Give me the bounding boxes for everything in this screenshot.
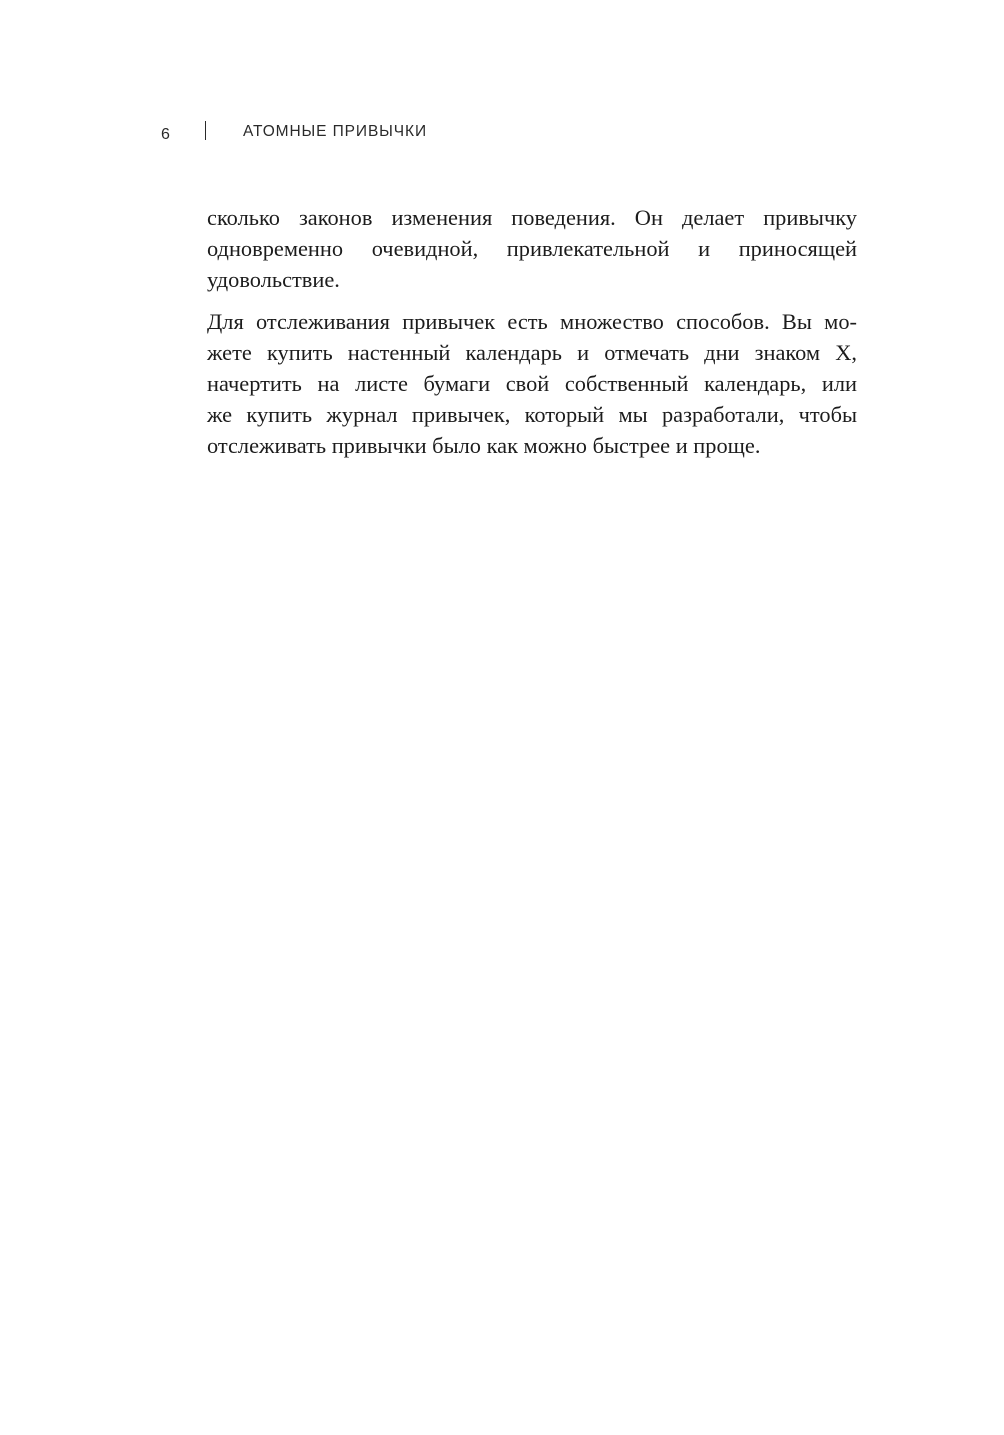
- running-title: АТОМНЫЕ ПРИВЫЧКИ: [243, 123, 428, 140]
- text-line: отслеживать привычки было как можно быстрее и проще.: [207, 433, 761, 458]
- text-line: Для отслеживания привычек есть множество способов. Вы мо-: [207, 309, 857, 334]
- text-line: начертить на листе бумаги свой собственный календарь, или: [207, 371, 857, 396]
- text-line: же купить журнал привычек, который мы разработали, чтобы: [207, 402, 857, 427]
- text-line: жете купить настенный календарь и отмечать дни знаком X,: [207, 340, 857, 365]
- page-number: 6: [161, 126, 170, 143]
- body-text: [207, 202, 857, 472]
- text-line: одновременно очевидной, привлекательной и приносящей: [207, 236, 857, 261]
- page-header: [0, 0, 1004, 160]
- paragraph-1: [207, 202, 857, 295]
- text-line: сколько законов изменения поведения. Он делает привычку: [207, 205, 857, 230]
- text-line: удовольствие.: [207, 267, 340, 292]
- paragraph-2: [207, 306, 857, 461]
- header-divider: [205, 121, 206, 140]
